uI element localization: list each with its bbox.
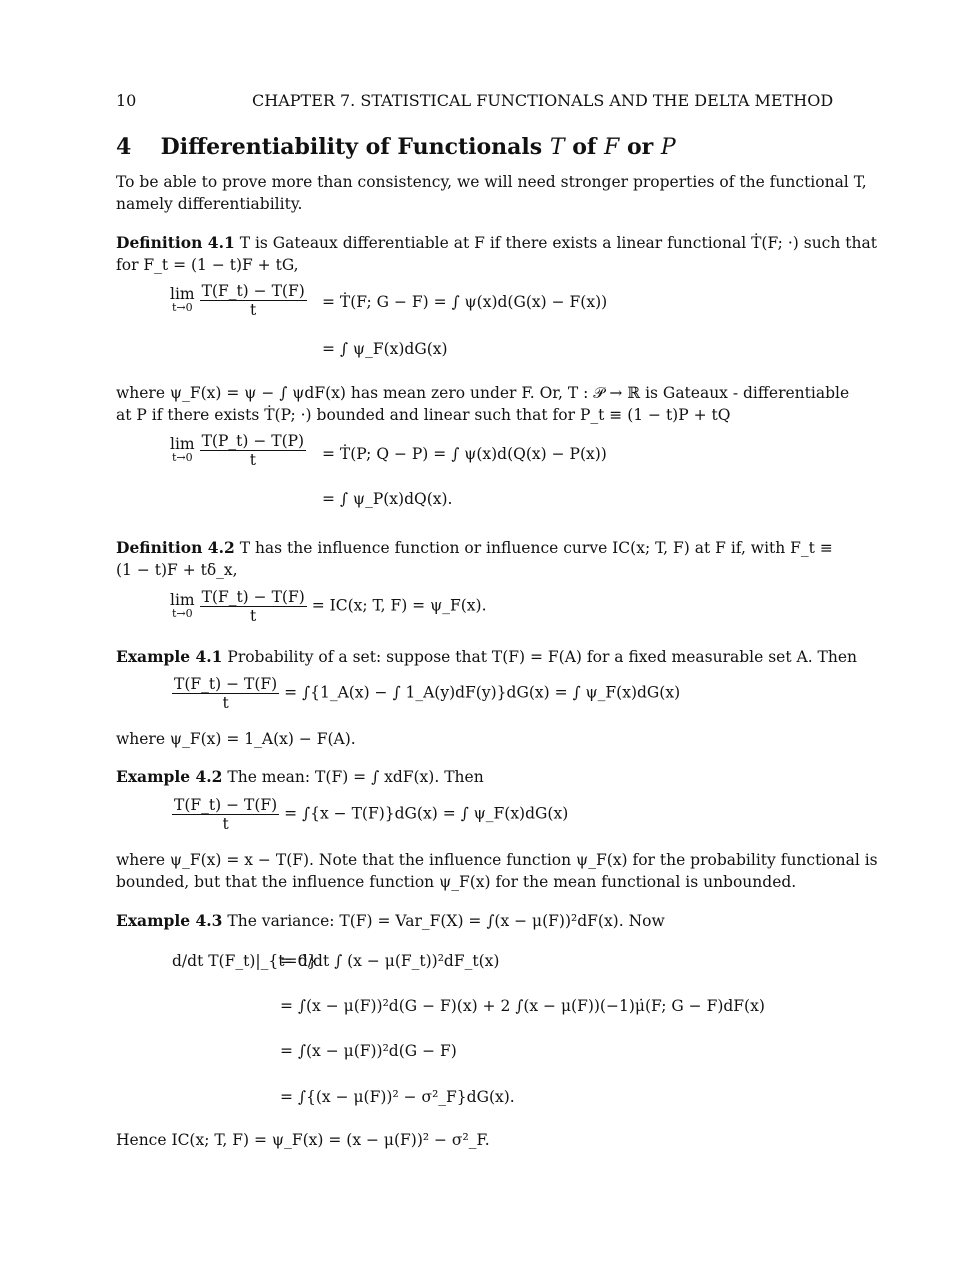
ex41-eq-rhs: = ∫{1_A(x) − ∫ 1_A(y)dF(y)}dG(x) = ∫ ψ_F(x)dG(x) [284,683,681,702]
fraction [200,432,307,469]
ex42-eq [172,796,568,833]
fraction-denominator: t [250,301,257,319]
ex43-eq1-rhs: = d/dt ∫ (x − μ(F_t))²dF_t(x) [280,952,500,970]
ex42-eq-rhs: = ∫{x − T(F)}dG(x) = ∫ ψ_F(x)dG(x) [284,804,569,823]
fraction-numerator: T(F_t) − T(F) [201,282,305,300]
fraction [172,796,279,833]
intro-line-2: namely differentiability. [116,195,303,213]
ex42-where-line-2: bounded, but that the influence function ψ_F(x) for the mean functional is unbounded. [116,873,797,891]
ex41-text: Probability of a set: suppose that T(F) = F(A) for a fixed measurable set A. Then [227,648,858,666]
ex43-eq3-rhs: = ∫(x − μ(F))²d(G − F) [280,1042,457,1060]
section-number: 4 [116,134,132,160]
section-title-T: T [549,135,565,160]
section-heading [116,134,676,160]
fraction-denominator: t [249,451,256,469]
def41-line-1 [116,232,877,254]
def42-eq [170,588,487,625]
def42-text: T has the influence function or influence curve IC(x; T, F) at F if, with F_t ≡ [239,539,833,557]
ex43-eq4-rhs: = ∫{(x − μ(F))² − σ²_F}dG(x). [280,1088,515,1106]
fraction-denominator: t [222,815,229,833]
def41-line-2: for F_t = (1 − t)F + tG, [116,256,299,274]
page-number: 10 [116,91,137,110]
section-title-of: of [572,134,597,160]
ex42-label: Example 4.2 [116,767,223,786]
def42-label: Definition 4.2 [116,538,235,557]
intro-line-1: To be able to prove more than consistency, we will need stronger properties of the functional T, [116,173,867,191]
limit-operator: lim t→0 [170,590,195,620]
limit-operator: lim t→0 [170,434,195,464]
def41-eq3-rhs: = Ṫ(P; Q − P) = ∫ ψ(x)d(Q(x) − P(x)) [322,445,607,463]
ex41-eq [172,675,680,712]
fraction [200,588,307,625]
ex43-hence: Hence IC(x; T, F) = ψ_F(x) = (x − μ(F))² − σ²_F. [116,1131,490,1149]
fraction-denominator: t [222,694,229,712]
fraction-numerator: T(P_t) − T(P) [201,432,305,450]
def41-eq1-rhs: = Ṫ(F; G − F) = ∫ ψ(x)d(G(x) − F(x)) [322,293,608,311]
fraction-numerator: T(F_t) − T(F) [174,796,278,814]
running-title: CHAPTER 7. STATISTICAL FUNCTIONALS AND THE DELTA METHOD [252,91,834,110]
ex43-line-1 [116,910,665,932]
limit-operator: lim t→0 [170,284,195,314]
ex41-line-1 [116,646,857,668]
fraction-numerator: T(F_t) − T(F) [174,675,278,693]
fraction [172,675,279,712]
def41-text: T is Gateaux differentiable at F if there exists a linear functional Ṫ(F; ·) such that [239,234,877,252]
ex43-eq1-lhs: d/dt T(F_t)|_{t=0} [172,952,318,970]
section-title-F: F [604,135,620,160]
section-title-prefix: Differentiability of Functionals [160,134,543,160]
ex41-label: Example 4.1 [116,647,223,666]
def41-label: Definition 4.1 [116,233,235,252]
ex42-where-line-1: where ψ_F(x) = x − T(F). Note that the influence function ψ_F(x) for the probability functional is [116,851,878,869]
def41-where-line-1: where ψ_F(x) = ψ − ∫ ψdF(x) has mean zero under F. Or, T : 𝒫 → ℝ is Gateaux - differentiable [116,384,850,402]
section-title-P: P [660,135,676,160]
ex41-where: where ψ_F(x) = 1_A(x) − F(A). [116,730,356,748]
ex43-text: The variance: T(F) = Var_F(X) = ∫(x − μ(F))²dF(x). Now [227,912,665,930]
def41-eq2-rhs: = ∫ ψ_F(x)dG(x) [322,340,448,358]
def41-eq1 [170,282,307,319]
ex42-text: The mean: T(F) = ∫ xdF(x). Then [227,768,484,786]
def42-line-2: (1 − t)F + tδ_x, [116,561,238,579]
def42-line-1 [116,537,833,559]
ex43-eq2-rhs: = ∫(x − μ(F))²d(G − F)(x) + 2 ∫(x − μ(F))(−1)μ̇(F; G − F)dF(x) [280,997,765,1015]
def41-eq3 [170,432,306,469]
def41-eq4-rhs: = ∫ ψ_P(x)dQ(x). [322,490,453,508]
def42-eq-rhs: = IC(x; T, F) = ψ_F(x). [311,596,487,615]
fraction-numerator: T(F_t) − T(F) [201,588,305,606]
def41-where-line-2: at P if there exists Ṫ(P; ·) bounded and linear such that for P_t ≡ (1 − t)P + tQ [116,406,731,424]
section-title-or: or [626,134,654,160]
ex42-line-1 [116,766,484,788]
fraction-denominator: t [250,607,257,625]
ex43-label: Example 4.3 [116,911,223,930]
fraction [200,282,307,319]
